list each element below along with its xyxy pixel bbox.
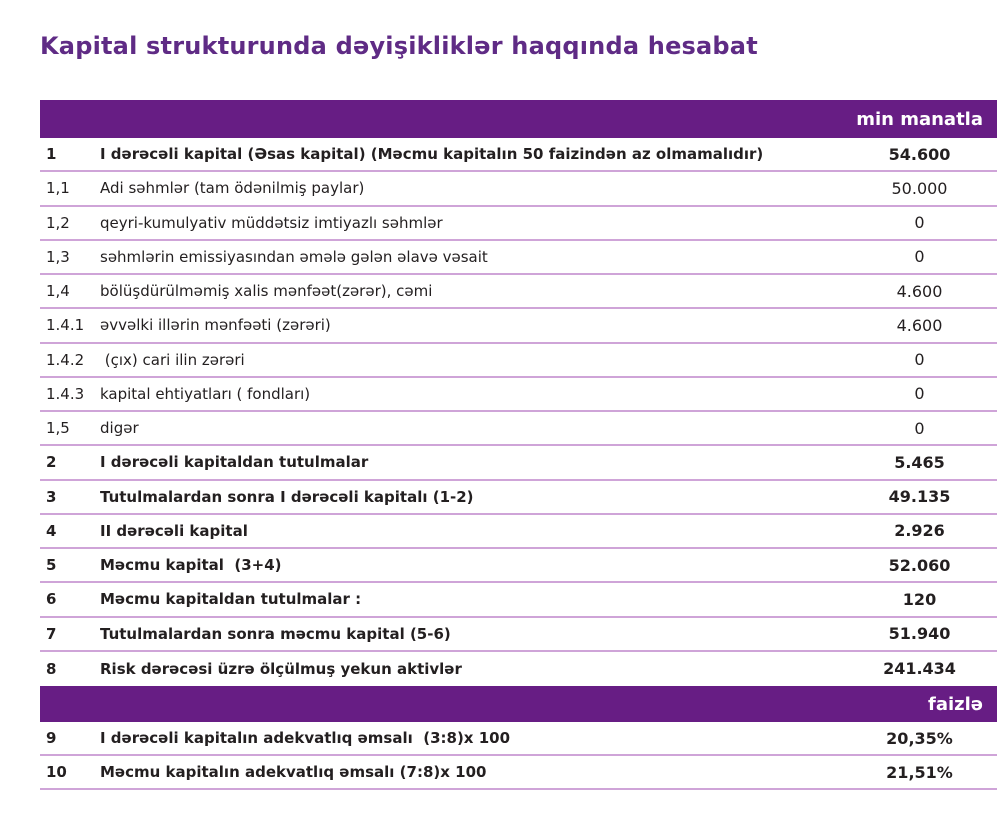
row-label: bölüşdürülməmiş xalis mənfəət(zərər), cəmi: [100, 282, 433, 301]
row-label: I dərəcəli kapitaldan tutulmalar: [100, 453, 369, 472]
table-row: [40, 241, 997, 275]
row-label: (çıx) cari ilin zərəri: [100, 350, 245, 369]
row-label: Tutulmalardan sonra məcmu kapital (5-6): [100, 624, 451, 643]
row-value: 52.060: [888, 555, 951, 575]
table-row: [40, 378, 997, 412]
row-number: 1.4.1: [46, 316, 85, 335]
row-label: Məcmu kapitaldan tutulmalar :: [100, 590, 362, 609]
row-label: qeyri-kumulyativ müddətsiz imtiyazlı səhmlər: [100, 213, 443, 232]
row-label: əvvəlki illərin mənfəəti (zərəri): [100, 316, 331, 335]
row-number: 2: [46, 453, 57, 472]
row-number: 3: [46, 487, 57, 506]
table-row: [40, 583, 997, 617]
row-value: 0: [914, 247, 925, 267]
row-number: 5: [46, 556, 57, 575]
row-number: 1,3: [46, 247, 70, 266]
row-value: 4.600: [896, 315, 943, 335]
table-row: [40, 138, 997, 172]
row-label: kapital ehtiyatları ( fondları): [100, 384, 311, 403]
row-label: səhmlərin emissiyasından əmələ gələn əlavə vəsait: [100, 247, 488, 266]
row-number: 6: [46, 590, 57, 609]
row-label: digər: [100, 419, 139, 438]
row-number: 10: [46, 763, 67, 781]
row-value: 0: [914, 350, 925, 370]
row-label: I dərəcəli kapitalın adekvatlıq əmsalı (3:8)x 100: [100, 729, 511, 747]
row-value: 20,35%: [886, 728, 953, 748]
table-row: [40, 172, 997, 206]
row-value: 120: [902, 589, 937, 609]
table-row: [40, 481, 997, 515]
unit-header-bar: [40, 100, 997, 138]
row-number: 1,4: [46, 282, 70, 301]
row-number: 1.4.3: [46, 384, 85, 403]
table-row: [40, 275, 997, 309]
row-label: II dərəcəli kapital: [100, 521, 248, 540]
table-row: [40, 344, 997, 378]
row-label: Məcmu kapitalın adekvatlıq əmsalı (7:8)x 100: [100, 763, 487, 781]
row-value: 2.926: [894, 521, 945, 541]
row-number: 7: [46, 624, 57, 643]
row-value: 0: [914, 384, 925, 404]
row-number: 1: [46, 145, 57, 164]
table-row: [40, 618, 997, 652]
table-row: [40, 549, 997, 583]
row-number: 4: [46, 521, 57, 540]
row-number: 1,2: [46, 213, 70, 232]
row-label: Risk dərəcəsi üzrə ölçülmuş yekun aktivlər: [100, 659, 462, 678]
table-row: [40, 722, 997, 756]
row-value: 0: [914, 213, 925, 233]
row-value: 4.600: [896, 281, 943, 301]
row-number: 1.4.2: [46, 350, 85, 369]
row-number: 1,5: [46, 419, 70, 438]
percent-rows-section: [40, 722, 997, 790]
metric-rows-section: [40, 138, 997, 686]
row-value: 0: [914, 418, 925, 438]
row-value: 5.465: [894, 452, 945, 472]
row-value: 54.600: [888, 144, 951, 164]
unit-header-label: min manatla: [856, 108, 983, 130]
table-row: [40, 207, 997, 241]
row-value: 49.135: [888, 487, 951, 507]
table-row: [40, 309, 997, 343]
page-title: Kapital strukturunda dəyişikliklər haqqında hesabat: [40, 32, 758, 60]
percent-header-label: faizlə: [927, 693, 983, 715]
table-row: [40, 412, 997, 446]
row-value: 50.000: [891, 178, 948, 198]
capital-structure-table: [40, 100, 997, 790]
row-label: Adi səhmlər (tam ödənilmiş paylar): [100, 179, 365, 198]
row-number: 8: [46, 659, 57, 678]
table-row: [40, 652, 997, 686]
table-row: [40, 515, 997, 549]
row-number: 9: [46, 729, 57, 747]
row-value: 241.434: [883, 659, 956, 679]
row-label: Məcmu kapital (3+4): [100, 556, 282, 575]
percent-header-bar: [40, 686, 997, 722]
table-row: [40, 756, 997, 790]
row-label: I dərəcəli kapital (Əsas kapital) (Məcmu kapitalın 50 faizindən az olmamalıdır): [100, 145, 764, 164]
row-value: 51.940: [888, 624, 951, 644]
row-label: Tutulmalardan sonra I dərəcəli kapitalı (1-2): [100, 487, 474, 506]
row-value: 21,51%: [886, 762, 953, 782]
row-number: 1,1: [46, 179, 70, 198]
table-row: [40, 446, 997, 480]
